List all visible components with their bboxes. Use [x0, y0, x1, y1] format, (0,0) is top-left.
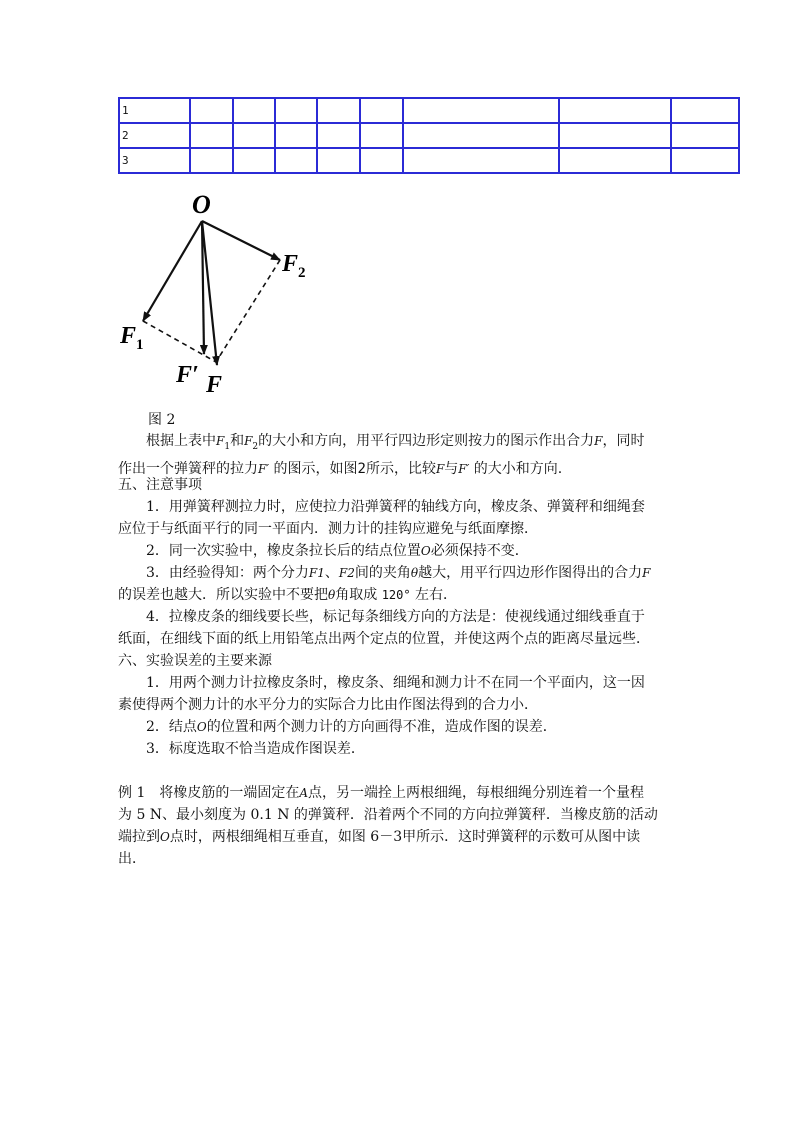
- table-cell: [671, 148, 739, 173]
- note-3: 3．由经验得知：两个分力F1、F2间的夹角θ越大，用平行四边形作图得出的合力F的误差也越大．所以实验中不要把θ角取成 120° 左右．: [118, 565, 651, 603]
- row-number-cell: 2: [119, 123, 190, 148]
- error-source-1: 1．用两个测力计拉橡皮条时，橡皮条、细绳和测力计不在同一个平面内，这一因素使得两个测力计的水平分力的实际合力比由作图法得到的合力小．: [118, 675, 645, 713]
- label-o: O: [192, 190, 211, 219]
- table-cell: [317, 123, 360, 148]
- table-cell: [559, 123, 671, 148]
- table-cell: [233, 148, 275, 173]
- note-1: 1．用弹簧秤测拉力时，应使拉力沿弹簧秤的轴线方向，橡皮条、弹簧秤和细绳套应位于与纸面平行的同一平面内．测力计的挂钩应避免与纸面摩擦．: [118, 499, 645, 537]
- label-f-prime: F′: [176, 362, 199, 388]
- row-number-cell: 3: [119, 148, 190, 173]
- table-cell: [275, 123, 317, 148]
- table-cell: [360, 148, 403, 173]
- section-heading-notes: 五、注意事项: [118, 477, 202, 493]
- force-parallelogram-figure: [112, 188, 312, 398]
- table-cell: [317, 98, 360, 123]
- paragraph-parallelogram-method: 根据上表中$F_1$和$F_2$的大小和方向，用平行四边形定则按力的图示作出合力F，同时作出一个弹簧秤的拉力F′ 的图示，如图2所示，比较F与F′ 的大小和方向.: [118, 433, 645, 477]
- label-f1: $F_1$: [120, 323, 144, 353]
- section-heading-error-sources: 六、实验误差的主要来源: [118, 653, 272, 669]
- table-cell: [559, 98, 671, 123]
- note-4: 4．拉橡皮条的细线要长些，标记每条细线方向的方法是：使视线通过细线垂直于纸面，在细线下面的纸上用铅笔点出两个定点的位置，并使这两个点的距离尽量远些．: [118, 609, 650, 647]
- table-cell: [403, 98, 559, 123]
- table-cell: [233, 123, 275, 148]
- label-f: F: [206, 372, 223, 398]
- table-cell: [233, 98, 275, 123]
- row-number-cell: 1: [119, 98, 190, 123]
- table-cell: [403, 123, 559, 148]
- vector-f2: [202, 221, 280, 260]
- table-cell: [190, 148, 233, 173]
- table-cell: [360, 98, 403, 123]
- table-cell: [317, 148, 360, 173]
- table-row: [119, 123, 739, 148]
- data-table: [118, 97, 740, 174]
- example-1: 例 1 将橡皮筋的一端固定在A点，另一端拴上两根细绳，每根细绳分别连着一个量程为 5 N、最小刻度为 0.1 N 的弹簧秤．沿着两个不同的方向拉弹簧秤．当橡皮筋的活动端拉到O点时，两根细绳相互垂直，如图 6－3甲所示．这时弹簧秤的示数可从图中读出．: [118, 785, 658, 867]
- table-cell: [275, 98, 317, 123]
- table-cell: [559, 148, 671, 173]
- table-cell: [403, 148, 559, 173]
- table-cell: [190, 98, 233, 123]
- dashed-line-f2-f: [216, 260, 280, 362]
- figure-caption: 图 2: [148, 412, 176, 428]
- error-source-3: 3．标度选取不恰当造成作图误差．: [146, 741, 365, 757]
- table-cell: [360, 123, 403, 148]
- table-cell: [671, 123, 739, 148]
- note-2: 2．同一次实验中，橡皮条拉长后的结点位置O必须保持不变．: [146, 543, 529, 559]
- table-row: [119, 148, 739, 173]
- table-row: [119, 98, 739, 123]
- vector-f1: [143, 221, 202, 321]
- dashed-line-f1-f: [143, 321, 216, 362]
- table-cell: [671, 98, 739, 123]
- error-source-2: 2．结点O的位置和两个测力计的方向画得不准，造成作图的误差．: [146, 719, 557, 735]
- table-cell: [275, 148, 317, 173]
- table-cell: [190, 123, 233, 148]
- label-f2: $F_2$: [282, 251, 306, 281]
